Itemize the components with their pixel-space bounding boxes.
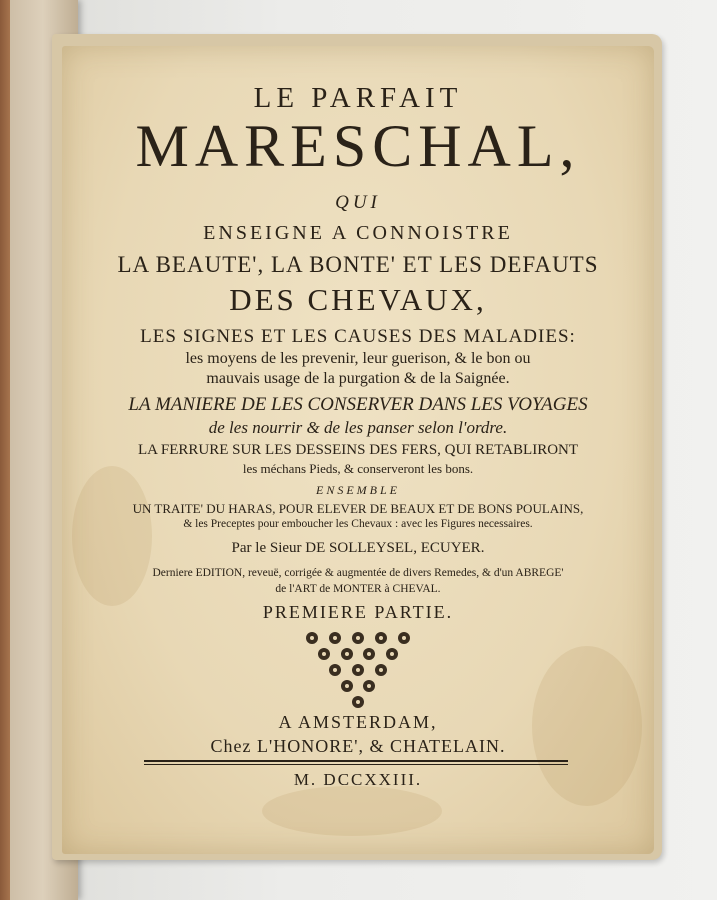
partie-line: PREMIERE PARTIE. (262, 602, 454, 622)
fleuron-triangle-icon (302, 630, 414, 710)
haras-line: UN TRAITE' DU HARAS, POUR ELEVER DE BEAUX ET DE BONS POULAINS, (132, 501, 584, 516)
nourrir-line: de les nourrir & de les panser selon l'ordre. (208, 418, 508, 437)
enseigne-line: ENSEIGNE A CONNOISTRE (203, 222, 513, 244)
signes-line: LES SIGNES ET LES CAUSES DES MALADIES: (140, 326, 576, 347)
moyens-line: les moyens de les prevenir, leur guerison, & le bon ou (185, 350, 531, 367)
foxing-stain (262, 786, 442, 836)
beaute-line: LA BEAUTE', LA BONTE' ET LES DEFAUTS (117, 252, 599, 277)
ferrure-line: LA FERRURE SUR LES DESSEINS DES FERS, QUI RETABLIRONT (137, 442, 579, 458)
qui-line: QUI (335, 192, 381, 213)
abrege-line: de l'ART de MONTER à CHEVAL. (275, 583, 441, 595)
imprint-rule-thin (144, 764, 568, 765)
imprint-rule (144, 760, 568, 762)
title-page (62, 46, 654, 854)
chevaux-line: DES CHEVAUX, (229, 282, 487, 317)
book-spine (0, 0, 10, 900)
imprint-publisher-line: Chez L'HONORE', & CHATELAIN. (210, 736, 506, 756)
imprint-date-line: M. DCCXXIII. (293, 770, 423, 789)
mechans-line: les méchans Pieds, & conserveront les bons. (242, 461, 474, 476)
mauvais-line: mauvais usage de la purgation & de la Saignée. (206, 370, 510, 387)
author-line: Par le Sieur DE SOLLEYSEL, ECUYER. (231, 540, 485, 556)
ensemble-line: ENSEMBLE (316, 483, 400, 497)
title-line-2: MARESCHAL, (135, 113, 581, 179)
title-line-1: LE PARFAIT (253, 82, 463, 114)
maniere-line: LA MANIERE DE LES CONSERVER DANS LES VOYAGES (128, 394, 588, 415)
edition-line: Derniere EDITION, reveuë, corrigée & augmentée de divers Remedes, & d'un ABREGE' (152, 567, 564, 579)
imprint-place-line: A AMSTERDAM, (278, 712, 438, 732)
preceptes-line: & les Preceptes pour emboucher les Chevaux : avec les Figures necessaires. (183, 518, 533, 530)
